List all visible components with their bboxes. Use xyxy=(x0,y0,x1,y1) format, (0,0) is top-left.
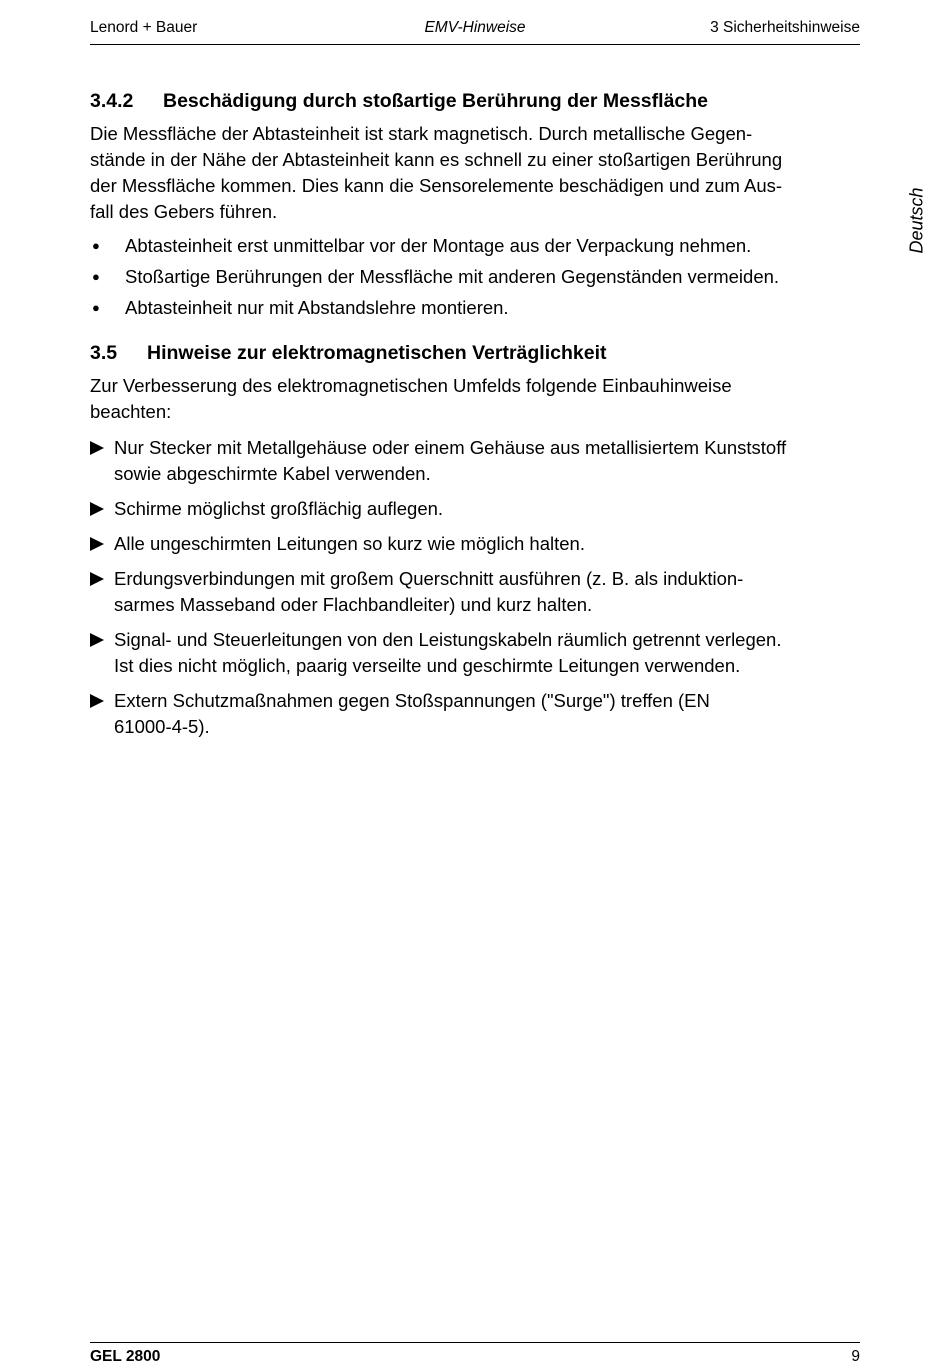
action-item xyxy=(90,566,860,618)
bullet-icon: ● xyxy=(92,300,100,315)
paragraph-line: Zur Verbesserung des elektromagnetischen Umfelds folgende Einbauhinweise xyxy=(90,375,732,396)
action-line: Schirme möglichst großflächig auflegen. xyxy=(114,498,444,519)
paragraph-line: beachten: xyxy=(90,401,172,422)
action-line: Alle ungeschirmten Leitungen so kurz wie möglich halten. xyxy=(114,533,585,554)
action-line: sowie abgeschirmte Kabel verwenden. xyxy=(114,463,431,484)
triangle-arrow-icon xyxy=(90,496,114,522)
list-item-text: Abtasteinheit erst unmittelbar vor der Montage aus der Verpackung nehmen. xyxy=(125,235,752,256)
page-footer xyxy=(90,1342,860,1369)
paragraph-line: der Messfläche kommen. Dies kann die Sensorelemente beschädigen und zum Aus- xyxy=(90,175,783,196)
action-item xyxy=(90,435,860,487)
bullet-icon: ● xyxy=(92,238,100,253)
action-text xyxy=(114,496,443,522)
triangle-arrow-icon xyxy=(90,531,114,557)
action-text xyxy=(114,627,781,679)
section-heading-3-4-2 xyxy=(90,90,860,113)
list-item xyxy=(90,233,860,259)
action-text xyxy=(114,566,743,618)
action-line: sarmes Masseband oder Flachbandleiter) und kurz halten. xyxy=(114,594,593,615)
bullet-icon: ● xyxy=(92,269,100,284)
section-intro xyxy=(90,373,860,425)
list-item xyxy=(90,295,860,321)
header-chapter: 3 Sicherheitshinweise xyxy=(710,19,860,36)
action-item xyxy=(90,688,860,740)
action-line: Erdungsverbindungen mit großem Querschnitt ausführen (z. B. als induktion- xyxy=(114,568,744,589)
section-number: 3.5 xyxy=(90,342,118,364)
action-text xyxy=(114,435,786,487)
action-list xyxy=(90,435,860,740)
triangle-arrow-icon xyxy=(90,688,114,740)
action-line: Extern Schutzmaßnahmen gegen Stoßspannungen ("Surge") treffen (EN xyxy=(114,690,710,711)
action-item xyxy=(90,496,860,522)
footer-product: GEL 2800 xyxy=(90,1348,161,1365)
list-item-text: Abtasteinheit nur mit Abstandslehre montieren. xyxy=(125,297,509,318)
header-document-title: EMV-Hinweise xyxy=(424,19,526,36)
action-item xyxy=(90,627,860,679)
bullet-list xyxy=(90,233,860,321)
paragraph-line: Die Messfläche der Abtasteinheit ist stark magnetisch. Durch metallische Gegen- xyxy=(90,123,753,144)
section-heading-3-5 xyxy=(90,342,860,365)
list-item-text: Stoßartige Berührungen der Messfläche mit anderen Gegenständen vermeiden. xyxy=(125,266,780,287)
section-number: 3.4.2 xyxy=(90,90,134,112)
header-company: Lenord + Bauer xyxy=(90,19,198,36)
action-text xyxy=(114,531,585,557)
paragraph-line: stände in der Nähe der Abtasteinheit kann es schnell zu einer stoßartigen Berührung xyxy=(90,149,783,170)
section-title: Hinweise zur elektromagnetischen Verträglichkeit xyxy=(147,342,607,364)
triangle-arrow-icon xyxy=(90,435,114,487)
triangle-arrow-icon xyxy=(90,566,114,618)
section-paragraph xyxy=(90,121,860,225)
paragraph-line: fall des Gebers führen. xyxy=(90,201,278,222)
action-line: Ist dies nicht möglich, paarig verseilte und geschirmte Leitungen verwenden. xyxy=(114,655,741,676)
action-line: 61000-4-5). xyxy=(114,716,210,737)
action-line: Signal- und Steuerleitungen von den Leistungskabeln räumlich getrennt verlegen. xyxy=(114,629,782,650)
page-header xyxy=(90,18,860,45)
list-item xyxy=(90,264,860,290)
language-tab-label: Deutsch xyxy=(906,186,927,254)
action-line: Nur Stecker mit Metallgehäuse oder einem Gehäuse aus metallisiertem Kunststoff xyxy=(114,437,787,458)
triangle-arrow-icon xyxy=(90,627,114,679)
page-number: 9 xyxy=(851,1348,860,1365)
language-tab xyxy=(903,180,931,260)
action-text xyxy=(114,688,710,740)
page-content xyxy=(90,90,860,749)
section-title: Beschädigung durch stoßartige Berührung der Messfläche xyxy=(163,90,709,112)
action-item xyxy=(90,531,860,557)
